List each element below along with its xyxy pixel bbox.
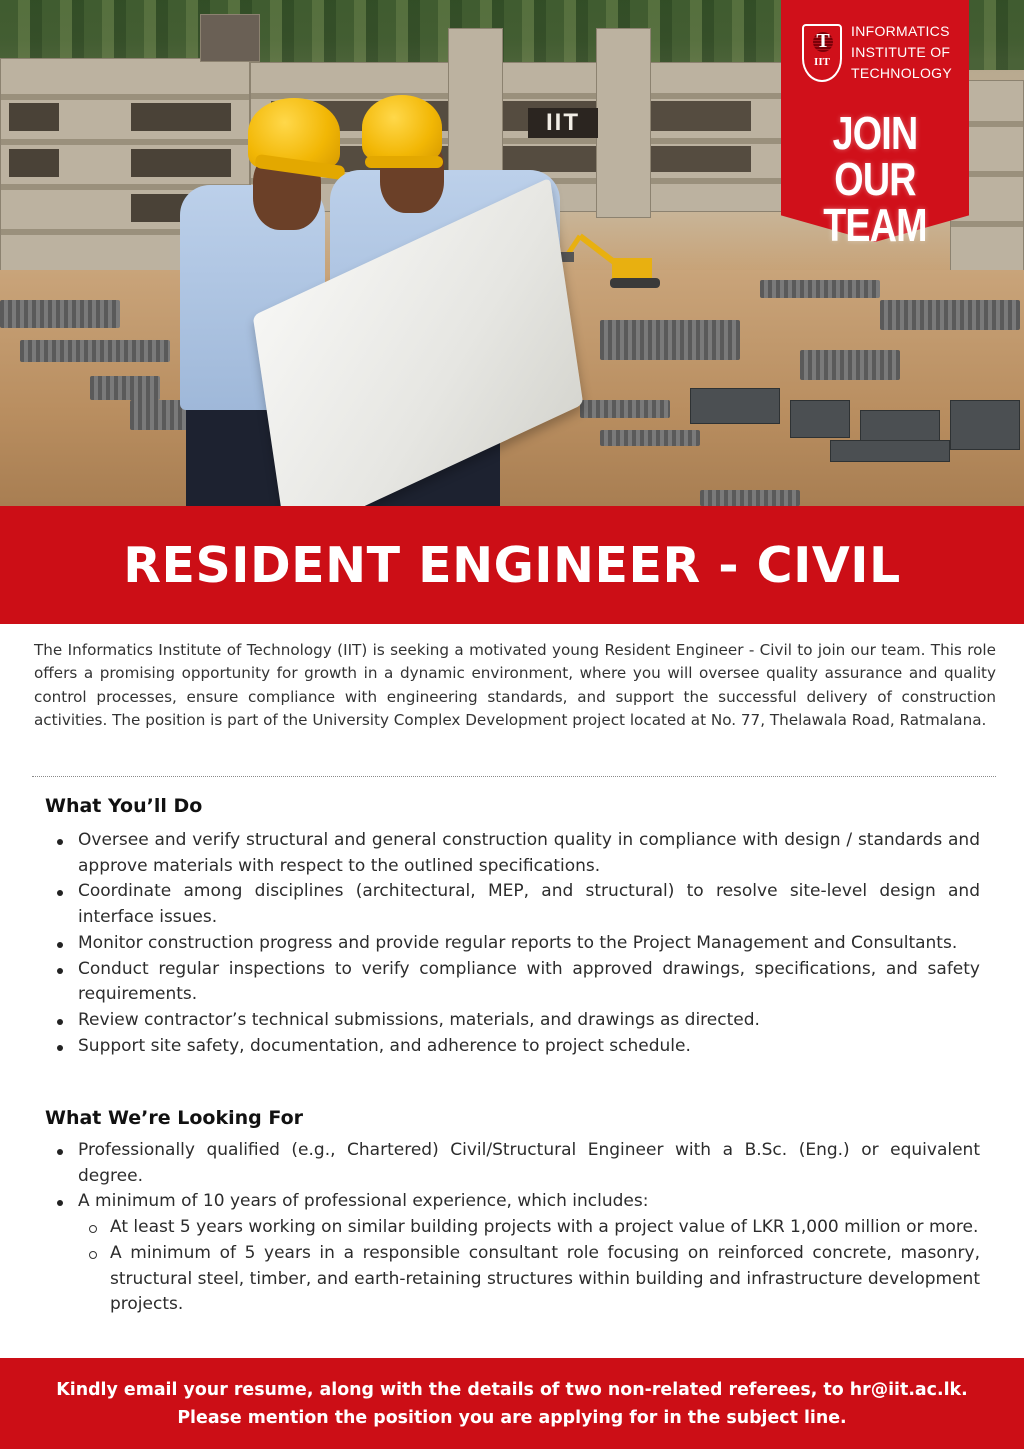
rebar-pile [760,280,880,298]
list-item: Monitor construction progress and provide regular reports to the Project Management and Consultants. [47,931,980,957]
rebar-pile [0,300,120,328]
material-crates [690,388,780,424]
list-item [47,1189,980,1318]
join-our-team-heading [798,107,952,251]
crest-letters: IIT [814,56,830,68]
tower-block [200,14,260,62]
hero-photo [0,0,1024,506]
list-item: Review contractor’s technical submissions, materials, and drawings as directed. [47,1008,980,1034]
rebar-pile [90,376,160,400]
building-sign: IIT [528,108,598,138]
list-item: Support site safety, documentation, and adherence to project schedule. [47,1034,980,1060]
section-heading-requirements: What We’re Looking For [45,1107,303,1129]
rebar-pile [800,350,900,380]
experience-sub-list [78,1215,980,1318]
institute-name-line: TECHNOLOGY [851,65,953,81]
rebar-pile [880,300,1020,330]
rebar-pile [600,430,700,446]
rebar-pile [700,490,800,506]
rebar-pile [20,340,170,362]
list-item: Professionally qualified (e.g., Chartered) Civil/Structural Engineer with a B.Sc. (Eng.) or equivalent degree. [47,1138,980,1189]
application-instruction-line: Kindly email your resume, along with the details of two non-related referees, to hr@iit.ac.lk. [56,1380,968,1400]
responsibilities-list [47,828,980,1059]
dotted-divider [32,776,996,777]
application-instructions-banner [0,1358,1024,1449]
institute-name-line: INSTITUTE OF [851,44,951,60]
rebar-pile [600,320,740,360]
job-title-banner [0,506,1024,624]
institute-name-line: INFORMATICS [851,23,950,39]
material-crates [830,440,950,462]
material-crates [790,400,850,438]
iit-crest-logo [802,24,842,82]
application-instruction-line: Please mention the position you are applying for in the subject line. [177,1408,847,1428]
job-intro-paragraph: The Informatics Institute of Technology (IIT) is seeking a motivated young Resident Engineer - Civil to join our team. This role offers a promising opportunity for growth in a dynamic environment, where you will oversee quality assurance and quality control processes, ensure compliance with engineering standards, and support the successful delivery of construction activities. The position is part of the University Complex Development project located at No. 77, Thelawala Road, Ratmalana. [34,641,996,729]
sub-list-item: At least 5 years working on similar building projects with a project value of LKR 1,000 million or more. [78,1215,980,1241]
list-item: Conduct regular inspections to verify compliance with approved drawings, specifications, and safety requirements. [47,957,980,1008]
list-item: Oversee and verify structural and general construction quality in compliance with design / standards and approve materials with respect to the outlined specifications. [47,828,980,879]
join-line: JOIN OUR [832,107,918,205]
excavator-icon [560,232,670,292]
rebar-pile [580,400,670,418]
institute-name [851,21,966,84]
join-line: TEAM [823,199,927,251]
t-emblem-icon: T [816,30,830,52]
list-item: Coordinate among disciplines (architectural, MEP, and structural) to resolve site-level design and interface issues. [47,879,980,930]
tower-block-3 [596,28,651,218]
list-item-text: A minimum of 10 years of professional experience, which includes: [78,1191,649,1212]
requirements-list [47,1138,980,1318]
sub-list-item: A minimum of 5 years in a responsible consultant role focusing on reinforced concrete, masonry, structural steel, timber, and earth-retaining structures within building and infrastructure development projects. [78,1241,980,1318]
section-heading-responsibilities: What You’ll Do [45,795,203,817]
material-crates [950,400,1020,450]
job-title: RESIDENT ENGINEER - CIVIL [123,536,901,594]
